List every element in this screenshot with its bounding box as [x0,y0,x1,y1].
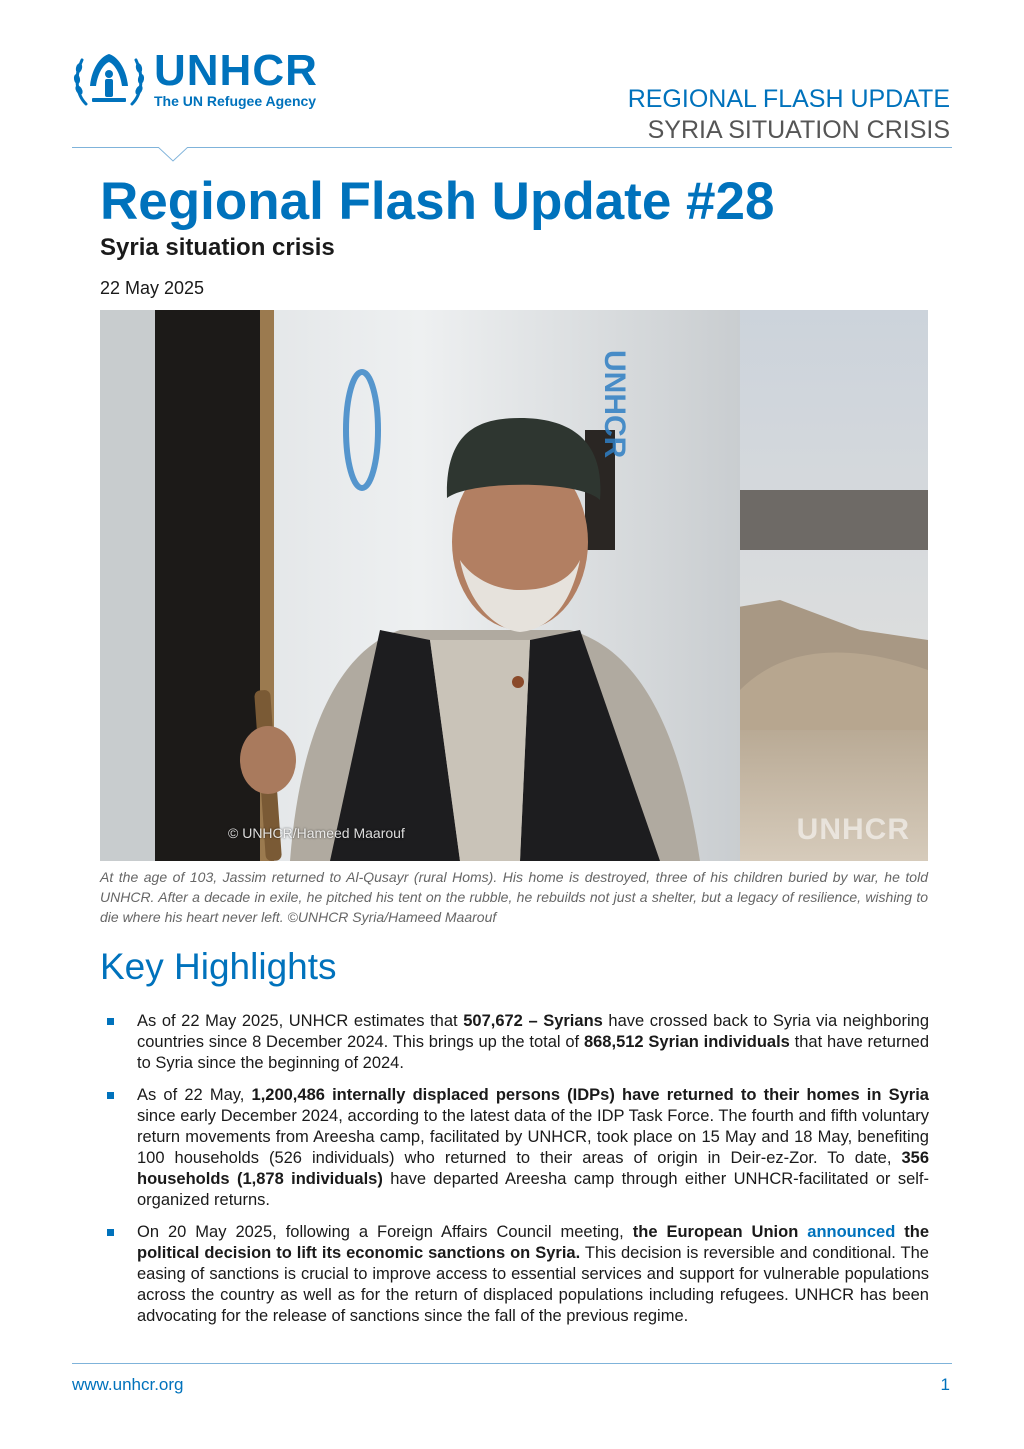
page-subtitle: Syria situation crisis [100,234,335,261]
publication-date: 22 May 2025 [100,278,205,298]
highlight-bold: the European Union [632,1223,799,1241]
brand-name: UNHCR [154,45,318,95]
highlight-item: On 20 May 2025, following a Foreign Affairs Council meeting, the European Union announced the political decision to lift its economic sanctions on Syria. This decision is reversible and conditional. The easing of sanctions is crucial to improve access to essential services and support for vulnerable populations across the country as well as for the return of displaced populations including refugees. UNHCR has been advocating for the release of sanctions since the fall of the previous regime. [100,1222,929,1327]
unhcr-emblem-icon [72,46,146,112]
unhcr-logo [72,46,318,112]
header-divider [72,147,952,148]
photo-credit: © UNHCR/Hameed Maarouf [228,825,405,841]
key-highlights-heading: Key Highlights [100,946,337,987]
highlight-bold: 868,512 Syrian individuals [583,1033,790,1051]
tent-print-text: UNHCR [598,350,631,459]
cover-photo [100,310,928,861]
footer-website-link[interactable]: www.unhcr.org [72,1375,184,1394]
header-notch-icon [158,147,188,163]
brand-tagline: The UN Refugee Agency [154,92,317,109]
announced-link[interactable]: announced [807,1223,896,1241]
highlight-bold: 507,672 – Syrians [463,1012,603,1030]
header-series: REGIONAL FLASH UPDATE [627,85,950,113]
key-highlights-list [100,1011,929,1338]
bullet-square-icon [107,1018,114,1025]
photo-caption: At the age of 103, Jassim returned to Al-Qusayr (rural Homs). His home is destroyed, three of his children buried by war, he told UNHCR. After a decade in exile, he pitched his tent on the rubble, he rebuilds not just a shelter, but a legacy of resilience, wishing to die where his heart never left. ©UNHCR Syria/Hameed Maarouf [100,869,928,925]
highlight-bold: 1,200,486 internally displaced persons (IDPs) have returned to their homes in Syria [251,1086,929,1104]
bullet-square-icon [107,1229,114,1236]
highlight-bold: 356 households (1,878 individuals) [137,1149,929,1188]
highlight-item: As of 22 May, 1,200,486 internally displaced persons (IDPs) have returned to their homes in Syria since early December 2024, according to the latest data of the IDP Task Force. The fourth and fifth voluntary return movements from Areesha camp, facilitated by UNHCR, took place on 15 May and 18 May, benefiting 100 households (526 individuals) who returned to their areas of origin in Deir-ez-Zor. To date, 356 households (1,878 individuals) have departed Areesha camp through either UNHCR-facilitated or self-organized returns. [100,1085,929,1211]
header-situation: SYRIA SITUATION CRISIS [647,116,950,144]
photo-watermark: UNHCR [796,813,910,846]
photo-illustration [100,310,928,861]
footer-divider [72,1363,952,1364]
page-number: 1 [940,1375,950,1394]
document-header [628,84,950,146]
highlight-bold: the political decision to lift its economic sanctions on Syria. [137,1223,930,1262]
bullet-square-icon [107,1092,114,1099]
highlight-item: As of 22 May 2025, UNHCR estimates that 507,672 – Syrians have crossed back to Syria via neighboring countries since 8 December 2024. This brings up the total of 868,512 Syrian individuals that have returned to Syria since the beginning of 2024. [100,1011,929,1074]
page-title: Regional Flash Update #28 [100,172,775,231]
